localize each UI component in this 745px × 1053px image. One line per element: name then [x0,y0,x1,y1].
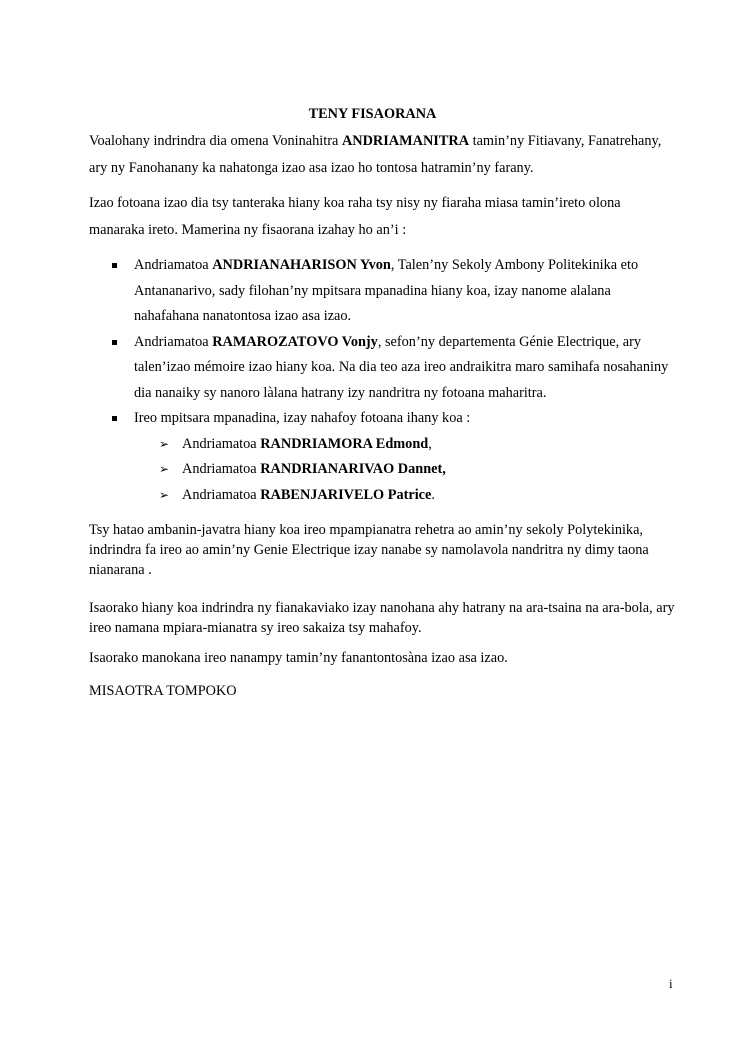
intro-bold-name: ANDRIAMANITRA [341,133,470,149]
sublist-item-name: RANDRIAMORA Edmond [260,435,429,452]
list-item-text: Ireo mpitsara mpanadina, izay nahafoy fotoana ihany koa : [134,410,471,426]
list-item-text: , Talen’ny Sekoly Ambony Politekinika eto Antananarivo, sady filohan’ny mpitsara mpanadina hiany koa, izay nanome alalana nahafahana nanatontosa izao asa izao. [134,257,639,324]
list-item [89,406,679,508]
arrow-bullet-icon: ➢ [159,436,170,451]
list-item-name: ANDRIANAHARISON Yvon [212,257,391,273]
examiners-sublist [134,432,679,509]
paragraph-helpers: Isaorako manokana ireo nanampy tamin’ny fanantontosàna izao asa izao. [89,650,508,666]
list-item [89,253,679,330]
list-item-prefix: Andriamatoa [134,333,213,350]
list-item-text: , sefon’ny departementa Génie Electrique, ary talen’izao mémoire izao hiany koa. Na dia teo aza ireo andraikitra maro samihafa nosahaniny dia nanaiky sy nanoro làlana hatrany izy nandritra ny fotoana maharitra. [134,333,669,401]
intro-text-2: tamin’ny Fitiavany, Fanatrehany, ary ny Fanohanany ka nahatonga izao asa izao ho tontosa hatramin’ny farany. [89,133,662,176]
square-bullet-icon [112,263,117,268]
page-number: i [669,976,673,991]
arrow-bullet-icon: ➢ [159,462,170,476]
paragraph-family: Isaorako hiany koa indrindra ny fianakaviako izay nanohana ahy hatrany na ara-tsaina na ara-bola, ary ireo namana mpiara-mianatra sy ireo sakaiza tsy mahafoy. [89,600,675,636]
sublist-item-name: RABENJARIVELO Patrice [260,486,432,503]
sublist-item-prefix: Andriamatoa [182,435,261,452]
paragraph-thanks-intro: Izao fotoana izao dia tsy tanteraka hiany koa raha tsy nisy ny fiaraha miasa tamin’ireto olona manaraka ireto. Mamerina ny fisaorana izahay ho an’i : [89,195,621,238]
list-item [89,330,679,407]
intro-text-1: Voalohany indrindra dia omena Voninahitra [89,133,342,149]
closing-line: MISAOTRA TOMPOKO [89,683,237,699]
sublist-item-prefix: Andriamatoa [182,461,261,477]
sublist-item [134,483,679,509]
sublist-item-suffix: , [428,435,432,452]
sublist-item-suffix: . [431,486,435,503]
sublist-item [134,432,679,458]
sublist-item-name: RANDRIANARIVAO Dannet, [260,461,446,477]
arrow-bullet-icon: ➢ [159,487,170,502]
paragraph-teachers: Tsy hatao ambanin-javatra hiany koa ireo mpampianatra rehetra ao amin’ny sekoly Polytekinika, indrindra fa ireo ao amin’ny Genie Electrique izay nanabe sy namolavola nandritra ny dimy taona nianarana . [89,522,649,578]
square-bullet-icon [112,340,117,345]
paragraph-intro [89,128,679,182]
sublist-item [134,457,679,483]
page-title: TENY FISAORANA [308,106,437,122]
list-item-name: RAMAROZATOVO Vonjy [212,333,378,350]
sublist-item-prefix: Andriamatoa [182,486,261,503]
thanks-list [89,253,679,508]
list-item-prefix: Andriamatoa [134,257,213,273]
square-bullet-icon [112,416,117,421]
